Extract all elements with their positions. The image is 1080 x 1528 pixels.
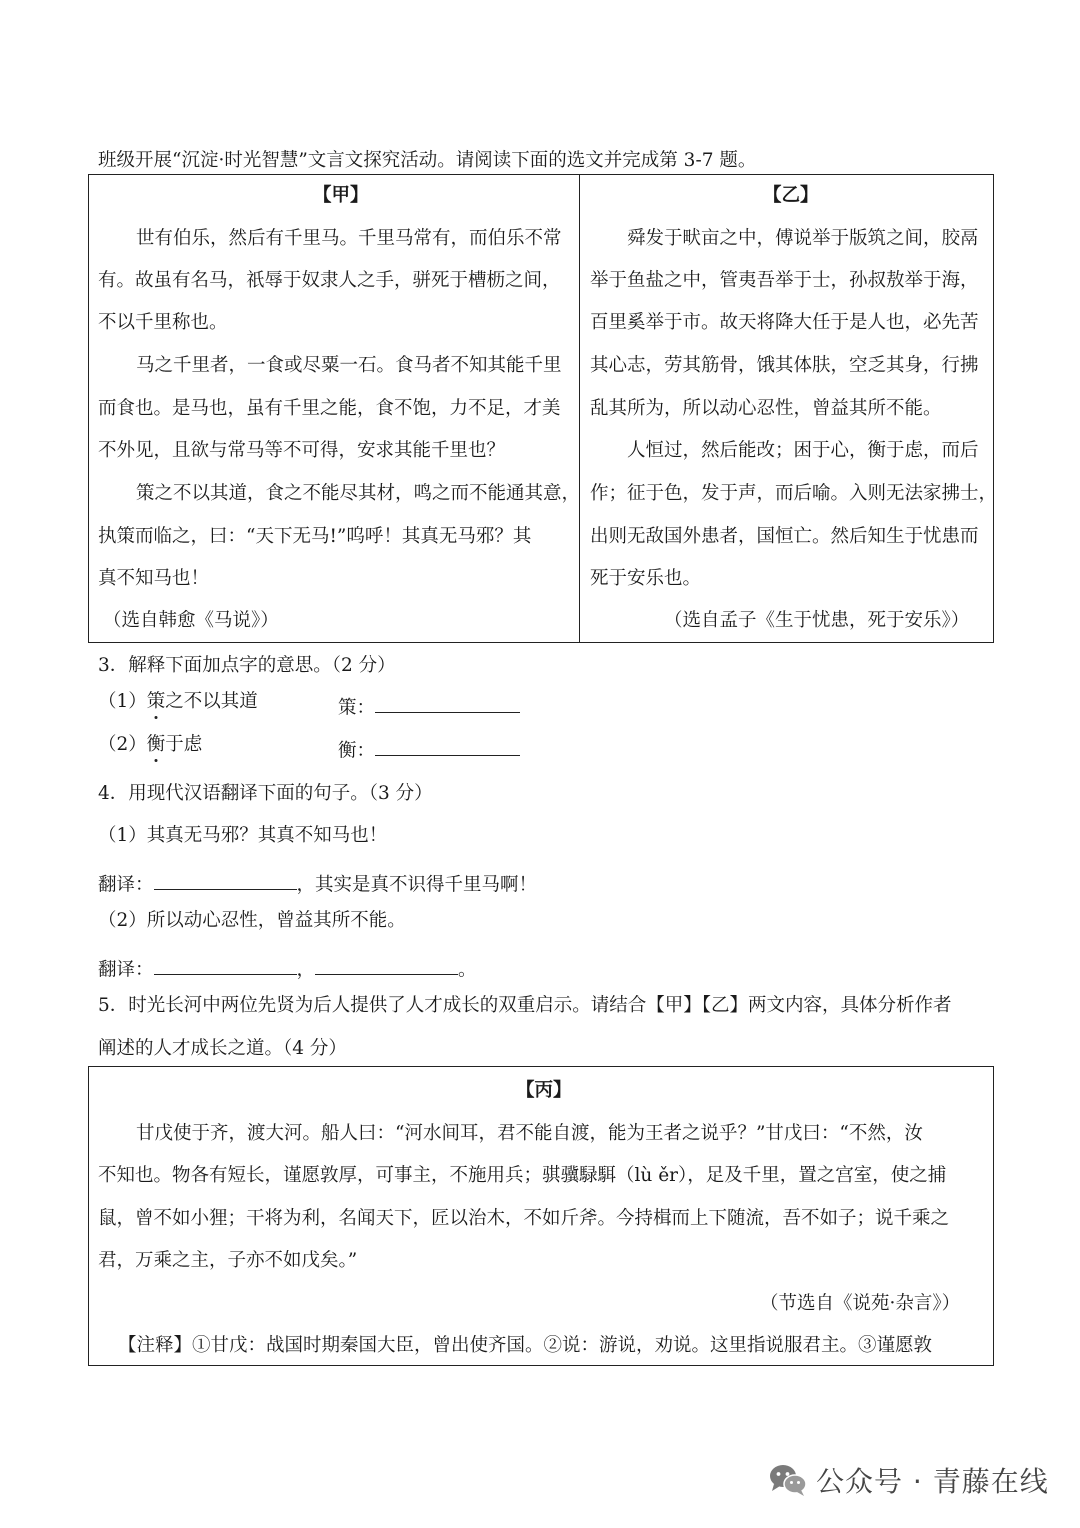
bing-header: 【丙】 — [516, 1080, 572, 1101]
q4-sentence-2: （2）所以动心忍性，曾益其所不能。 — [98, 910, 406, 931]
translation-label: 翻译： — [98, 959, 154, 981]
q3-item-1 — [98, 693, 258, 712]
bing-note: 【注释】①甘戊：战国时期秦国大臣，曾出使齐国。②说：游说，劝说。这里指说服君主。③谨愿敦 — [118, 1335, 933, 1356]
bing-line: 不知也。物各有短长，谨愿敦厚，可事主，不施用兵；骐骥騄駬（lù ěr），足及千里，置之宫室，使之捕 — [98, 1165, 947, 1186]
bing-line: 甘戊使于齐，渡大河。船人曰：“河水间耳，君不能自渡，能为王者之说乎？”甘戊曰：“不然，汝 — [136, 1123, 923, 1144]
jia-line: 不以千里称也。 — [98, 312, 228, 333]
answer-blank[interactable] — [375, 736, 520, 756]
q3-item-rest: 于虑 — [165, 734, 203, 755]
yi-line: 出则无敌国外患者，国恒亡。然后知生于忧患而 — [590, 526, 979, 547]
q3-item-prefix: （1） — [98, 691, 147, 712]
yi-line: 其心志，劳其筋骨，饿其体肤，空乏其身，行拂 — [590, 355, 979, 376]
yi-line: 举于鱼盐之中，管夷吾举于士，孙叔敖举于海， — [590, 270, 979, 291]
jia-line: 而食也。是马也，虽有千里之能，食不饱，力不足，才美 — [98, 398, 561, 419]
jia-line: 执策而临之，曰：“天下无马!”呜呼！其真无马邪？其 — [98, 526, 532, 547]
answer-blank[interactable] — [154, 955, 297, 975]
jia-line: 马之千里者，一食或尽粟一石。食马者不知其能千里 — [136, 355, 562, 376]
q4-translation-1 — [98, 870, 537, 895]
jia-line: 真不知马也！ — [98, 568, 210, 589]
yi-line: 百里奚举于市。故天将降大任于是人也，必先苦 — [590, 312, 979, 333]
footer-watermark — [768, 1458, 1049, 1502]
q3-answer-1 — [338, 693, 520, 718]
yi-line: 作；征于色，发于声，而后喻。入则无法家拂士， — [590, 483, 998, 504]
answer-blank[interactable] — [375, 693, 520, 713]
period: 。 — [458, 959, 477, 981]
q3-answer-label: 衡： — [338, 740, 376, 762]
answer-blank[interactable] — [154, 870, 297, 890]
table-divider — [579, 174, 580, 643]
intro-text: 班级开展“沉淀·时光智慧”文言文探究活动。请阅读下面的选文并完成第 3-7 题。 — [98, 150, 757, 171]
q3-title: 3．解释下面加点字的意思。（2 分） — [98, 655, 396, 676]
q4-sentence-1: （1）其真无马邪？其真不知马也！ — [98, 825, 388, 846]
jia-line: 策之不以其道，食之不能尽其材，鸣之而不能通其意， — [136, 483, 581, 504]
q3-answer-2 — [338, 736, 520, 761]
bing-line: 君，万乘之主，子亦不如戊矣。” — [98, 1250, 358, 1271]
q4-title: 4．用现代汉语翻译下面的句子。（3 分） — [98, 783, 433, 804]
yi-line: 舜发于畎亩之中，傅说举于版筑之间，胶鬲 — [627, 228, 979, 249]
q3-item-rest: 之不以其道 — [165, 691, 258, 712]
wechat-icon — [768, 1462, 808, 1498]
bing-line: 鼠，曾不如小狸；干将为利，名闻天下，匠以治木，不如斤斧。今持楫而上下随流，吾不如子；说千乘之 — [98, 1208, 950, 1229]
answer-blank[interactable] — [315, 955, 458, 975]
q4-translation-2 — [98, 955, 477, 980]
translation-rest: ，其实是真不识得千里马啊！ — [296, 874, 538, 896]
yi-header: 【乙】 — [763, 185, 819, 206]
q5-line: 阐述的人才成长之道。（4 分） — [98, 1038, 347, 1059]
q3-dotted-char: 策 — [146, 691, 166, 712]
translation-label: 翻译： — [98, 874, 154, 896]
jia-line: 世有伯乐，然后有千里马。千里马常有，而伯乐不常 — [136, 228, 562, 249]
footer-text: 公众号 · 青藤在线 — [816, 1465, 1049, 1498]
yi-line: 乱其所为，所以动心忍性，曾益其所不能。 — [590, 398, 942, 419]
q5-line: 5．时光长河中两位先贤为后人提供了人才成长的双重启示。请结合【甲】【乙】两文内容，具体分析作者 — [98, 995, 952, 1016]
yi-line: 人恒过，然后能改；困于心，衡于虑，而后 — [627, 440, 979, 461]
bing-source: （节选自《说苑·杂言》） — [760, 1293, 961, 1314]
jia-line: 不外见，且欲与常马等不可得，安求其能千里也？ — [98, 440, 506, 461]
q3-item-2 — [98, 736, 202, 755]
yi-line: 死于安乐也。 — [590, 568, 702, 589]
jia-header: 【甲】 — [313, 185, 369, 206]
q3-dotted-char: 衡 — [146, 734, 166, 755]
q3-item-prefix: （2） — [98, 734, 147, 755]
yi-source: （选自孟子《生于忧患，死于安乐》） — [664, 610, 970, 631]
q3-answer-label: 策： — [338, 697, 376, 719]
comma: ， — [296, 959, 316, 981]
jia-line: 有。故虽有名马，祇辱于奴隶人之手，骈死于槽枥之间， — [98, 270, 561, 291]
jia-source: （选自韩愈《马说》） — [103, 610, 279, 631]
